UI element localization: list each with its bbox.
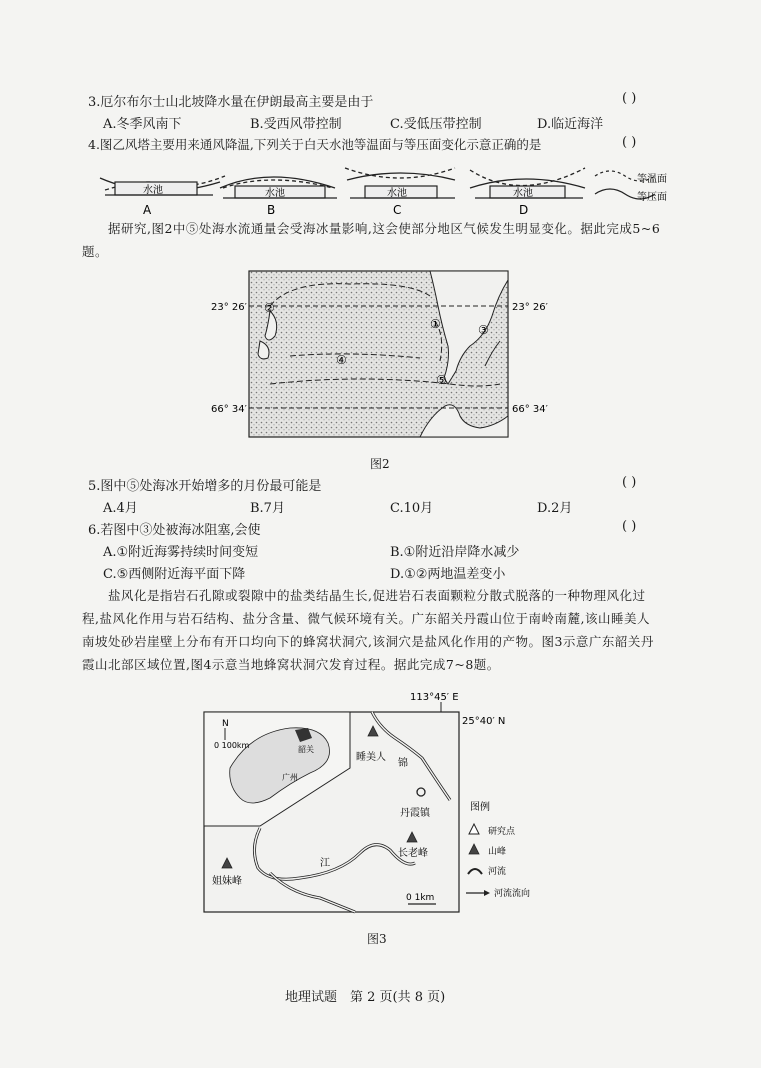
q3-stem: 3.厄尔布尔士山北坡降水量在伊朗最高主要是由于: [88, 95, 374, 110]
river-char-jin: 锦: [398, 758, 408, 769]
longitude-label: 113°45′ E: [410, 692, 459, 703]
q5-paren: ( ): [622, 475, 637, 490]
marker-3: ③: [478, 323, 489, 337]
option-b-diagram: [220, 177, 337, 217]
inset-label-guangzhou: 广州: [282, 773, 298, 782]
option-c-diagram: [345, 168, 455, 217]
latitude-label: 25°40′ N: [462, 716, 506, 727]
q5-option-c: C.10月: [390, 501, 434, 516]
q6-stem: 6.若图中③处被海冰阻塞,会使: [88, 523, 261, 538]
q5-option-a: A.4月: [103, 501, 138, 516]
letter-b: B: [267, 203, 276, 217]
lat-label-se: 66° 34′: [512, 404, 548, 415]
lat-label-ne: 23° 26′: [512, 302, 548, 313]
marker-2: ②: [264, 301, 275, 315]
q4-stem: 4.图乙风塔主要用来通风降温,下列关于白天水池等温面与等压面变化示意正确的是: [88, 137, 542, 152]
letter-c: C: [393, 203, 402, 217]
pool-label-c: 水池: [387, 188, 407, 199]
lat-label-sw: 66° 34′: [211, 404, 247, 415]
pool-label-d: 水池: [513, 188, 533, 199]
map-scale: 0 1km: [406, 893, 435, 903]
q5-option-b: B.7月: [250, 501, 285, 516]
q6-option-c: C.⑤西侧附近海平面下降: [103, 567, 246, 582]
legend-isobar: 等压面: [637, 192, 667, 203]
letter-d: D: [519, 203, 529, 217]
figure-3-map: [200, 688, 540, 920]
option-a-diagram: [100, 176, 225, 217]
river-char-jiang: 江: [320, 858, 330, 869]
q3-option-b: B.受西风带控制: [250, 117, 342, 132]
place-jiemei-peak: 姐妹峰: [212, 876, 242, 887]
q4-paren: ( ): [622, 135, 637, 150]
figure-2-map: [211, 266, 548, 442]
q4-legend: [595, 171, 667, 203]
marker-4: ④: [336, 353, 347, 367]
legend-flow-direction: 河流流向: [494, 889, 531, 899]
lat-label-nw: 23° 26′: [211, 302, 247, 313]
marker-5: ⑤: [436, 373, 447, 387]
q6-option-b: B.①附近沿岸降水减少: [390, 545, 520, 560]
pool-label-a: 水池: [143, 185, 163, 196]
q6-paren: ( ): [622, 519, 637, 534]
passage-5-6: 据研究,图2中⑤处海水流通量会受海冰量影响,这会使部分地区气候发生明显变化。据此完成5~6题。: [82, 221, 661, 259]
q5-option-d: D.2月: [537, 501, 573, 516]
inset-north-label: N: [222, 719, 229, 729]
option-d-diagram: [470, 168, 585, 217]
legend-research-point: 研究点: [488, 827, 516, 837]
letter-a: A: [143, 203, 152, 217]
place-zhanglao-peak: 长老峰: [398, 848, 428, 859]
marker-1: ①: [430, 317, 441, 331]
q5-stem: 5.图中⑤处海冰开始增多的月份最可能是: [88, 479, 322, 494]
q6-option-a: A.①附近海雾持续时间变短: [103, 545, 259, 560]
legend-river: 河流: [488, 867, 507, 877]
legend-isotherm: 等温面: [637, 174, 667, 185]
legend-peak: 山峰: [488, 847, 507, 857]
pool-label-b: 水池: [265, 188, 285, 199]
q3-option-d: D.临近海洋: [537, 117, 604, 132]
q3-paren: ( ): [622, 91, 637, 106]
legend-title: 图例: [470, 802, 490, 813]
figure-2-caption: 图2: [370, 457, 390, 471]
inset-label-shaoguan: 韶关: [298, 745, 314, 754]
inset-scale: 0 100km: [214, 741, 250, 750]
q4-diagram: [95, 158, 685, 218]
place-sleeping-beauty: 睡美人: [356, 752, 386, 763]
figure-3-caption: 图3: [367, 932, 387, 946]
place-danxia-town: 丹霞镇: [400, 808, 430, 819]
q3-option-a: A.冬季风南下: [103, 117, 182, 132]
q6-option-d: D.①②两地温差变小: [390, 567, 506, 582]
q3-option-c: C.受低压带控制: [390, 117, 482, 132]
page-footer: 地理试题 第 2 页(共 8 页): [285, 990, 446, 1005]
passage-7-8: 盐风化是指岩石孔隙或裂隙中的盐类结晶生长,促进岩石表面颗粒分散式脱落的一种物理风化过程,盐风化作用与岩石结构、盐分含量、微气候环境有关。广东韶关丹霞山位于南岭南麓,该山睡美人南坡处砂岩崖壁上分布有开口均向下的蜂窝状洞穴,该洞穴是盐风化作用的产物。图3示意广东韶关丹霞山北部区域位置,图4示意当地蜂窝状洞穴发育过程。据此完成7~8题。: [82, 588, 654, 672]
